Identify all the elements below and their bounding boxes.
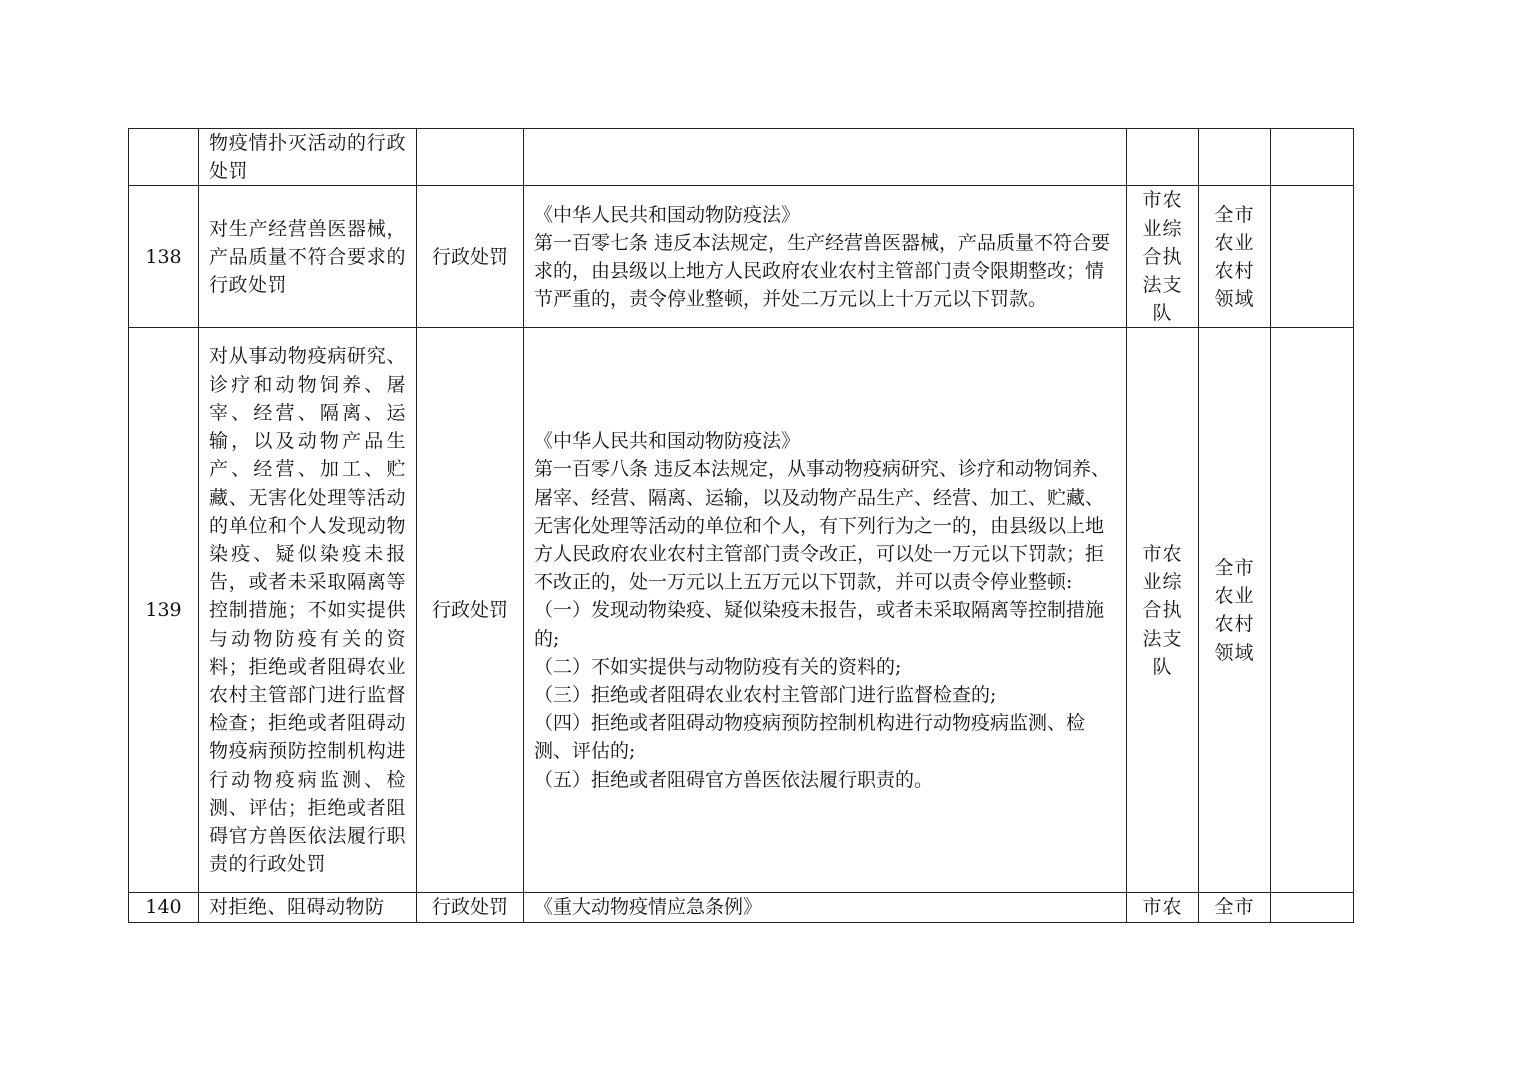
legal-basis (524, 328, 1127, 893)
item-number (129, 129, 199, 186)
remarks (1271, 186, 1354, 328)
table-row (129, 328, 1354, 893)
law-clause: （二）不如实提供与动物防疫有关的资料的; (534, 655, 902, 678)
table-row (129, 129, 1354, 186)
power-list-table (128, 128, 1354, 923)
table-row (129, 893, 1354, 922)
remarks (1271, 328, 1354, 893)
law-title: 《重大动物疫情应急条例》 (534, 896, 763, 919)
item-number: 139 (129, 328, 199, 893)
item-name: 对生产经营兽医器械，产品质量不符合要求的行政处罚 (199, 186, 417, 328)
item-name: 对拒绝、阻碍动物防 (199, 893, 417, 922)
law-clause: （三）拒绝或者阻碍农业农村主管部门进行监督检查的; (534, 683, 997, 706)
enforcement-dept: 市农业综合执法支队 (1127, 186, 1199, 328)
table-row (129, 186, 1354, 328)
enforcement-dept (1127, 129, 1199, 186)
law-clause: （四）拒绝或者阻碍动物疫病预防控制机构进行动物疫病监测、检测、评估的; (534, 712, 1086, 763)
jurisdiction-scope (1199, 129, 1271, 186)
item-name: 物疫情扑灭活动的行政处罚 (199, 129, 417, 186)
legal-basis (524, 129, 1127, 186)
law-article: 第一百零八条 违反本法规定，从事动物疫病研究、诊疗和动物饲养、屠宰、经营、隔离、运输，以及动物产品生产、经营、加工、贮藏、无害化处理等活动的单位和个人，有下列行为之一的，由县级以上地方人民政府农业农村主管部门责令改正，可以处一万元以下罚款；拒不改正的，处一万元以上五万元以下罚款，并可以责令停业整顿: (534, 458, 1111, 594)
item-category (417, 129, 524, 186)
law-title: 《中华人民共和国动物防疫法》 (534, 430, 801, 453)
law-article: 第一百零七条 违反本法规定，生产经营兽医器械，产品质量不符合要求的，由县级以上地方人民政府农业农村主管部门责令限期整改；情节严重的，责令停业整顿，并处二万元以上十万元以下罚款。 (534, 231, 1111, 311)
law-clause: （五）拒绝或者阻碍官方兽医依法履行职责的。 (534, 768, 934, 791)
enforcement-dept: 市农 (1127, 893, 1199, 922)
item-category: 行政处罚 (417, 893, 524, 922)
legal-basis (524, 186, 1127, 328)
item-category: 行政处罚 (417, 328, 524, 893)
legal-basis (524, 893, 1127, 922)
jurisdiction-scope: 全市农业农村领域 (1199, 186, 1271, 328)
law-clause: （一）发现动物染疫、疑似染疫未报告，或者未采取隔离等控制措施的; (534, 599, 1105, 650)
item-category: 行政处罚 (417, 186, 524, 328)
remarks (1271, 129, 1354, 186)
item-name: 对从事动物疫病研究、诊疗和动物饲养、屠宰、经营、隔离、运输，以及动物产品生产、经营、加工、贮藏、无害化处理等活动的单位和个人发现动物染疫、疑似染疫未报告，或者未采取隔离等控制措施；不如实提供与动物防疫有关的资料；拒绝或者阻碍农业农村主管部门进行监督检查；拒绝或者阻碍动物疫病预防控制机构进行动物疫病监测、检测、评估；拒绝或者阻碍官方兽医依法履行职责的行政处罚 (199, 328, 417, 893)
enforcement-dept: 市农业综合执法支队 (1127, 328, 1199, 893)
law-title: 《中华人民共和国动物防疫法》 (534, 203, 801, 226)
jurisdiction-scope: 全市 (1199, 893, 1271, 922)
remarks (1271, 893, 1354, 922)
item-number: 140 (129, 893, 199, 922)
item-number: 138 (129, 186, 199, 328)
jurisdiction-scope: 全市农业农村领域 (1199, 328, 1271, 893)
